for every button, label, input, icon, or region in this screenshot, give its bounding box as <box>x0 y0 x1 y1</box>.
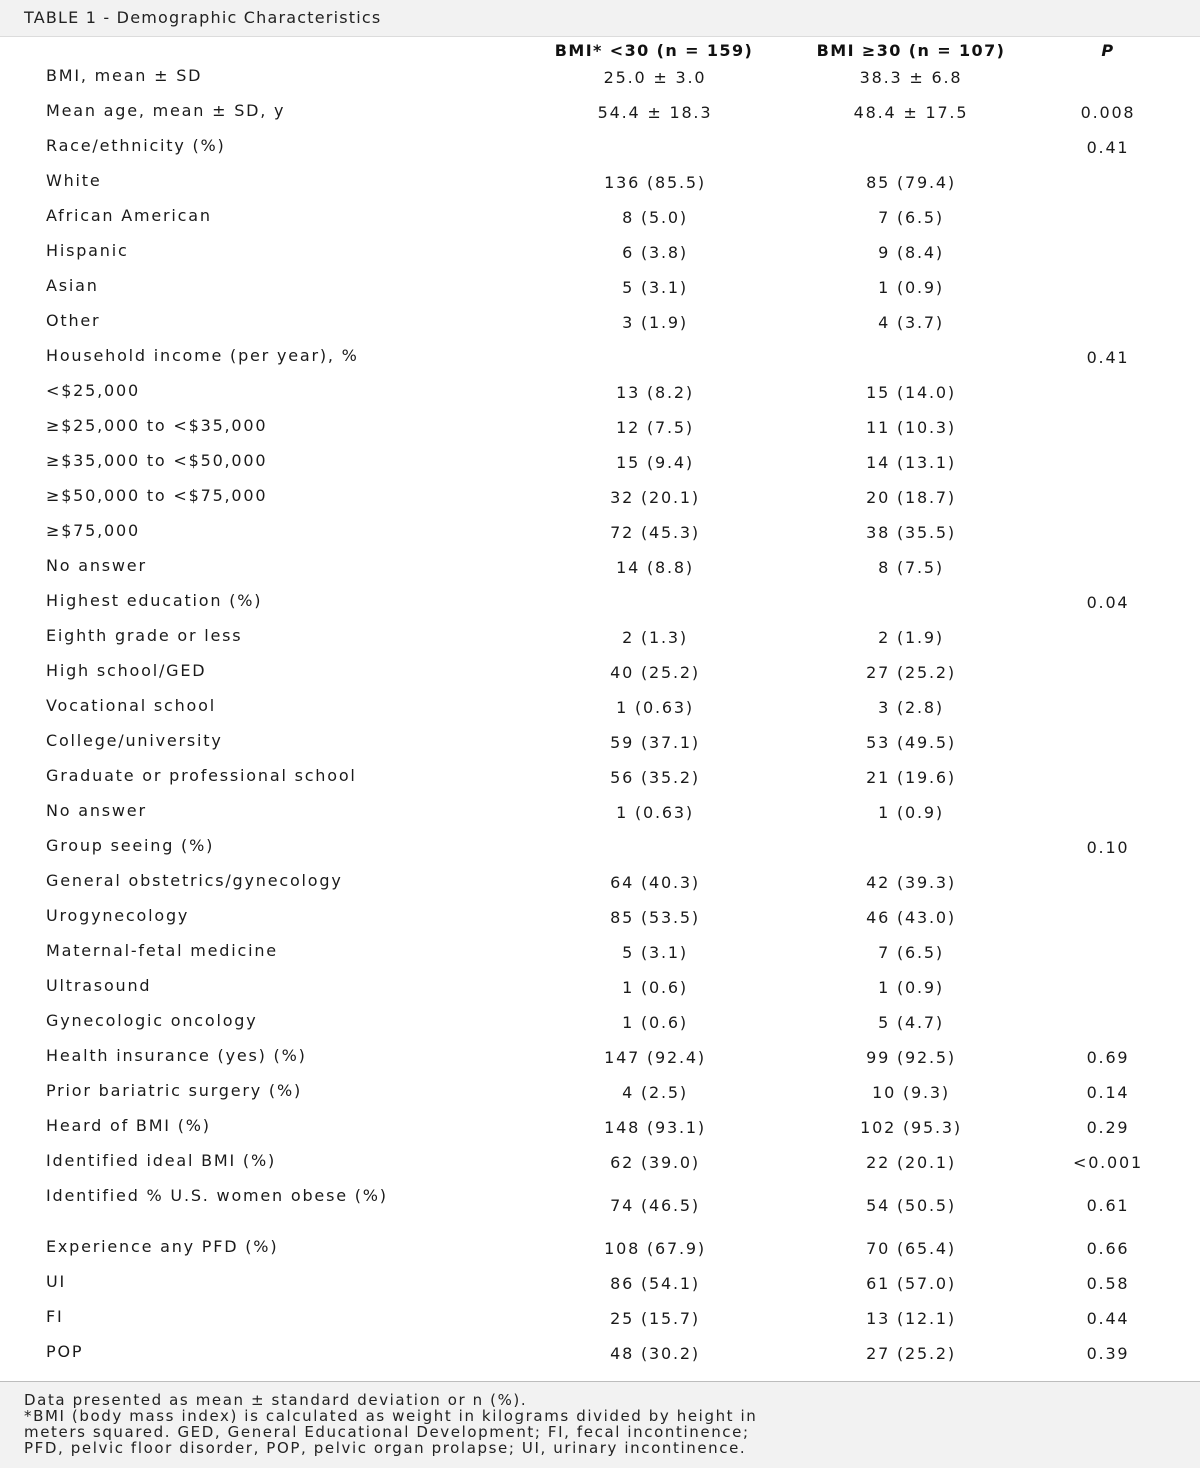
cell-bmi-under-30: 12 (7.5) <box>616 418 694 437</box>
row-label: ≥$75,000 <box>46 521 140 540</box>
table-footnotes <box>0 1381 1200 1468</box>
cell-p-value: 0.14 <box>1086 1083 1130 1102</box>
cell-bmi-30-plus: 46 (43.0) <box>866 908 956 927</box>
row-label: Ultrasound <box>46 976 152 995</box>
cell-bmi-30-plus: 10 (9.3) <box>872 1083 950 1102</box>
cell-bmi-under-30: 25.0 ± 3.0 <box>603 68 707 87</box>
row-label: UI <box>46 1272 67 1291</box>
cell-bmi-under-30: 85 (53.5) <box>610 908 700 927</box>
cell-bmi-30-plus: 27 (25.2) <box>866 663 956 682</box>
cell-bmi-30-plus: 2 (1.9) <box>878 628 944 647</box>
cell-p-value: 0.41 <box>1086 138 1130 157</box>
cell-bmi-30-plus: 3 (2.8) <box>878 698 944 717</box>
cell-bmi-30-plus: 22 (20.1) <box>866 1153 956 1172</box>
row-label: No answer <box>46 801 147 820</box>
cell-bmi-30-plus: 7 (6.5) <box>878 943 944 962</box>
cell-bmi-30-plus: 8 (7.5) <box>878 558 944 577</box>
row-label: Group seeing (%) <box>46 836 215 855</box>
row-label: <$25,000 <box>46 381 140 400</box>
cell-bmi-under-30: 108 (67.9) <box>604 1239 706 1258</box>
row-label: Identified % U.S. women obese (%) <box>46 1186 388 1205</box>
cell-bmi-under-30: 25 (15.7) <box>610 1309 700 1328</box>
cell-bmi-30-plus: 48.4 ± 17.5 <box>853 103 969 122</box>
cell-bmi-under-30: 5 (3.1) <box>622 943 688 962</box>
footnote-line: *BMI (body mass index) is calculated as weight in kilograms divided by height in <box>24 1407 758 1425</box>
row-label: BMI, mean ± SD <box>46 66 203 85</box>
row-label: African American <box>46 206 212 225</box>
row-label: Urogynecology <box>46 906 190 925</box>
cell-bmi-under-30: 72 (45.3) <box>610 523 700 542</box>
cell-p-value: 0.44 <box>1086 1309 1130 1328</box>
cell-bmi-under-30: 48 (30.2) <box>610 1344 700 1363</box>
cell-p-value: 0.61 <box>1086 1196 1130 1215</box>
cell-bmi-30-plus: 54 (50.5) <box>866 1196 956 1215</box>
cell-bmi-30-plus: 53 (49.5) <box>866 733 956 752</box>
cell-bmi-30-plus: 11 (10.3) <box>866 418 956 437</box>
cell-bmi-30-plus: 21 (19.6) <box>866 768 956 787</box>
table-title: TABLE 1 - Demographic Characteristics <box>24 8 382 27</box>
row-label: Gynecologic oncology <box>46 1011 258 1030</box>
cell-bmi-under-30: 64 (40.3) <box>610 873 700 892</box>
cell-bmi-30-plus: 1 (0.9) <box>878 278 944 297</box>
cell-bmi-under-30: 3 (1.9) <box>622 313 688 332</box>
cell-bmi-30-plus: 5 (4.7) <box>878 1013 944 1032</box>
cell-bmi-under-30: 6 (3.8) <box>622 243 688 262</box>
cell-p-value: 0.04 <box>1086 593 1130 612</box>
cell-bmi-30-plus: 9 (8.4) <box>878 243 944 262</box>
cell-bmi-30-plus: 1 (0.9) <box>878 978 944 997</box>
cell-bmi-under-30: 1 (0.63) <box>616 698 694 717</box>
row-label: Maternal-fetal medicine <box>46 941 278 960</box>
cell-bmi-30-plus: 102 (95.3) <box>860 1118 962 1137</box>
cell-bmi-under-30: 56 (35.2) <box>610 768 700 787</box>
row-label: Asian <box>46 276 99 295</box>
row-label: Mean age, mean ± SD, y <box>46 101 286 120</box>
cell-bmi-30-plus: 99 (92.5) <box>866 1048 956 1067</box>
row-label: POP <box>46 1342 84 1361</box>
row-label: High school/GED <box>46 661 207 680</box>
cell-bmi-30-plus: 27 (25.2) <box>866 1344 956 1363</box>
table-title-bar <box>0 0 1200 37</box>
column-header-bmi-under-30: BMI* <30 (n = 159) <box>554 41 754 60</box>
cell-bmi-30-plus: 38.3 ± 6.8 <box>859 68 963 87</box>
cell-bmi-under-30: 4 (2.5) <box>622 1083 688 1102</box>
row-label: Identified ideal BMI (%) <box>46 1151 276 1170</box>
cell-bmi-under-30: 8 (5.0) <box>622 208 688 227</box>
cell-bmi-under-30: 62 (39.0) <box>610 1153 700 1172</box>
cell-bmi-under-30: 2 (1.3) <box>622 628 688 647</box>
row-label: Eighth grade or less <box>46 626 243 645</box>
cell-bmi-under-30: 15 (9.4) <box>616 453 694 472</box>
row-label: Other <box>46 311 101 330</box>
cell-bmi-under-30: 13 (8.2) <box>616 383 694 402</box>
cell-bmi-30-plus: 14 (13.1) <box>866 453 956 472</box>
cell-p-value: <0.001 <box>1072 1153 1143 1172</box>
row-label: Graduate or professional school <box>46 766 357 785</box>
cell-bmi-under-30: 148 (93.1) <box>604 1118 706 1137</box>
cell-p-value: 0.39 <box>1086 1344 1130 1363</box>
row-label: ≥$50,000 to <$75,000 <box>46 486 268 505</box>
cell-bmi-30-plus: 61 (57.0) <box>866 1274 956 1293</box>
row-label: Household income (per year), % <box>46 346 359 365</box>
cell-bmi-under-30: 59 (37.1) <box>610 733 700 752</box>
cell-bmi-30-plus: 15 (14.0) <box>866 383 956 402</box>
row-label: No answer <box>46 556 147 575</box>
row-label: College/university <box>46 731 223 750</box>
cell-bmi-under-30: 5 (3.1) <box>622 278 688 297</box>
column-header-p-value: P <box>1101 41 1115 60</box>
row-label: Prior bariatric surgery (%) <box>46 1081 303 1100</box>
cell-bmi-30-plus: 13 (12.1) <box>866 1309 956 1328</box>
row-label: ≥$35,000 to <$50,000 <box>46 451 268 470</box>
cell-p-value: 0.41 <box>1086 348 1130 367</box>
row-label: Health insurance (yes) (%) <box>46 1046 307 1065</box>
cell-bmi-30-plus: 4 (3.7) <box>878 313 944 332</box>
row-label: FI <box>46 1307 64 1326</box>
cell-bmi-under-30: 14 (8.8) <box>616 558 694 577</box>
row-label: Hispanic <box>46 241 129 260</box>
cell-bmi-under-30: 136 (85.5) <box>604 173 706 192</box>
cell-bmi-under-30: 32 (20.1) <box>610 488 700 507</box>
cell-bmi-30-plus: 42 (39.3) <box>866 873 956 892</box>
cell-p-value: 0.66 <box>1086 1239 1130 1258</box>
cell-bmi-under-30: 74 (46.5) <box>610 1196 700 1215</box>
row-label: Highest education (%) <box>46 591 263 610</box>
cell-bmi-under-30: 147 (92.4) <box>604 1048 706 1067</box>
cell-p-value: 0.58 <box>1086 1274 1130 1293</box>
cell-bmi-under-30: 86 (54.1) <box>610 1274 700 1293</box>
cell-bmi-30-plus: 70 (65.4) <box>866 1239 956 1258</box>
cell-bmi-30-plus: 1 (0.9) <box>878 803 944 822</box>
cell-bmi-30-plus: 38 (35.5) <box>866 523 956 542</box>
cell-bmi-30-plus: 20 (18.7) <box>866 488 956 507</box>
cell-bmi-30-plus: 7 (6.5) <box>878 208 944 227</box>
cell-p-value: 0.69 <box>1086 1048 1130 1067</box>
cell-bmi-under-30: 1 (0.63) <box>616 803 694 822</box>
cell-bmi-under-30: 54.4 ± 18.3 <box>597 103 713 122</box>
row-label: Heard of BMI (%) <box>46 1116 211 1135</box>
cell-p-value: 0.29 <box>1086 1118 1130 1137</box>
row-label: General obstetrics/gynecology <box>46 871 343 890</box>
row-label: White <box>46 171 102 190</box>
row-label: Race/ethnicity (%) <box>46 136 226 155</box>
cell-p-value: 0.008 <box>1080 103 1136 122</box>
cell-bmi-30-plus: 85 (79.4) <box>866 173 956 192</box>
row-label: ≥$25,000 to <$35,000 <box>46 416 268 435</box>
cell-bmi-under-30: 1 (0.6) <box>622 1013 688 1032</box>
column-header-bmi-30-plus: BMI ≥30 (n = 107) <box>816 41 1006 60</box>
cell-bmi-under-30: 1 (0.6) <box>622 978 688 997</box>
footnote-line: PFD, pelvic floor disorder, POP, pelvic organ prolapse; UI, urinary incontinence. <box>24 1439 747 1457</box>
footnote-line: meters squared. GED, General Educational Development; FI, fecal incontinence; <box>24 1423 750 1441</box>
row-label: Experience any PFD (%) <box>46 1237 279 1256</box>
cell-bmi-under-30: 40 (25.2) <box>610 663 700 682</box>
row-label: Vocational school <box>46 696 216 715</box>
cell-p-value: 0.10 <box>1086 838 1130 857</box>
footnote-line: Data presented as mean ± standard deviation or n (%). <box>24 1391 528 1409</box>
